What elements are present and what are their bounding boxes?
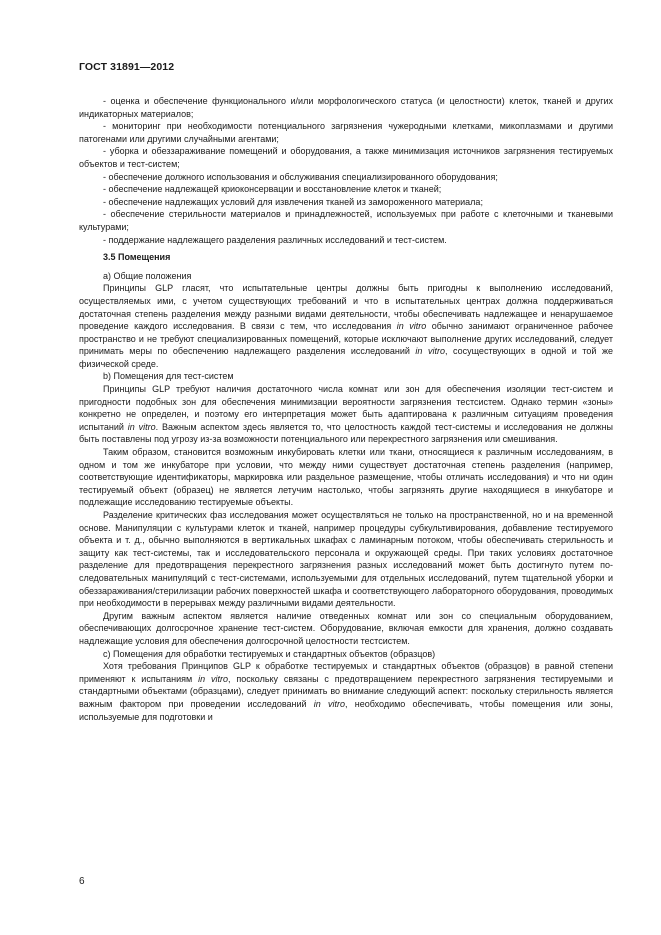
section-heading: 3.5 Помещения	[103, 252, 171, 263]
bullet-item: - обеспечение надлежащих условий для извлечения тканей из замороженного материала;	[103, 196, 483, 207]
paragraph: Разделение критических фаз исследования может осуществляться не только на пространственной, но и на временной основе. Манипуляции с культурами клеток и тканей, например процедуры субкультивирования, добавление тестируемого объекта и т. д., обычно выполняются в вертикальных шкафах с ламинарным потоком, чтобы обеспечивать стерильность и защиту как тест-системы, так и исследовательского персонала и окружающей среды. При таких условиях достаточное разделение для предотвращения перекрестного загрязнения разных исследований может быть достигнуто путем последовательных манипуляций с тест-системами, используемыми для отдельных исследований, путем тщательной уборки и обеззараживания/стерилизации рабочих поверхностей шкафа и соответствующего лабораторного оборудования, проводимых при необходимости в перерывах между различными видами деятельности.	[79, 510, 613, 609]
subsection-c-title: c) Помещения для обработки тестируемых и стандартных объектов (образцов)	[103, 648, 436, 659]
page-number: 6	[79, 876, 85, 887]
paragraph: Другим важным аспектом является наличие отведенных комнат или зон со специальным оборудованием, обеспечивающих долгосрочное хранение тест-систем. Оборудование, включая емкости для хранения, должно создавать надлежащие условия для обеспечения долгосрочной целостности тестсистем.	[79, 610, 613, 646]
paragraph: Принципы GLP гласят, что испытательные центры должны быть пригодны к выполнению исследований, осуществляемых ими, с учетом существующих требований и что в испытательных центрах должна поддерживаться достаточная степень разделения между разными видами деятельности, чтобы обеспечивать надлежащее и ненарушаемое проведение каждого исследования. В связи с тем, что исследования in vitro обычно занимают ограниченное рабочее пространство и не требуют специализированных помещений, которые исключают выполнение других исследований, следует принимать меры по обеспечению надлежащего разделения исследований in vitro, сосуществующих в одной и той же физической среде.	[79, 283, 613, 369]
document-body	[79, 95, 613, 723]
page-header: ГОСТ 31891—2012	[79, 61, 175, 73]
bullet-item: - обеспечение надлежащей криоконсервации и восстановление клеток и тканей;	[103, 184, 442, 195]
bullet-item: - обеспечение должного использования и обслуживания специализированного оборудования;	[103, 171, 498, 182]
paragraph: Таким образом, становится возможным инкубировать клетки или ткани, относящиеся к различным исследованиям, в одном и том же инкубаторе при условии, что между ними существует достаточная степень разделения (например, соответствующие идентификаторы, маркировка или раздельное размещение, чтобы отличать исследования) и что ни один тестируемый объект (образец) не является летучим настолько, чтобы загрязнять другие находящиеся в инкубаторе и подлежащие исследованию тестируемые объекты.	[79, 447, 613, 508]
subsection-b-title: b) Помещения для тест-систем	[103, 371, 234, 382]
bullet-item: - уборка и обеззараживание помещений и оборудования, а также минимизация источников загрязнения тестируемых объектов и тест-систем;	[79, 146, 613, 169]
bullet-item: - оценка и обеспечение функционального и/или морфологического статуса (и целостности) клеток, тканей и других индикаторных материалов;	[79, 96, 613, 119]
paragraph: Принципы GLP требуют наличия достаточного числа комнат или зон для обеспечения изоляции тест-систем и пригодности подобных зон для обеспечения минимизации вероятности загрязнения тестсистем. Однако термин «зоны» конкретно не определен, и поэтому его интерпретация может быть адаптирована к различным ситуациям проведения испытаний in vitro. Важным аспектом здесь является то, что целостность каждой тест-системы и исследования не должны быть поставлены под угрозу из-за возможности потенциального или перекрестного загрязнения или смешивания.	[79, 384, 614, 445]
subsection-a-title: a) Общие положения	[103, 270, 192, 281]
paragraph: Хотя требования Принципов GLP к обработке тестируемых и стандартных объектов (образцов) в равной степени применяют к испытаниям in vitro, поскольку связаны с предотвращением перекрестного загрязнения тестируемыми и стандартными объектами (образцами), следует принимать во внимание следующий аспект: поскольку стерильность является важным фактором при проведении исследований in vitro, необходимо обеспечивать, чтобы помещения или зоны, используемые для подготовки и	[79, 661, 613, 722]
bullet-item: - обеспечение стерильности материалов и принадлежностей, используемых при работе с клеточными и тканевыми культурами;	[79, 209, 613, 232]
bullet-item: - поддержание надлежащего разделения различных исследований и тест-систем.	[103, 234, 447, 245]
bullet-item: - мониторинг при необходимости потенциального загрязнения чужеродными клетками, микоплазмами и другими патогенами или другими случайными агентами;	[79, 121, 613, 144]
